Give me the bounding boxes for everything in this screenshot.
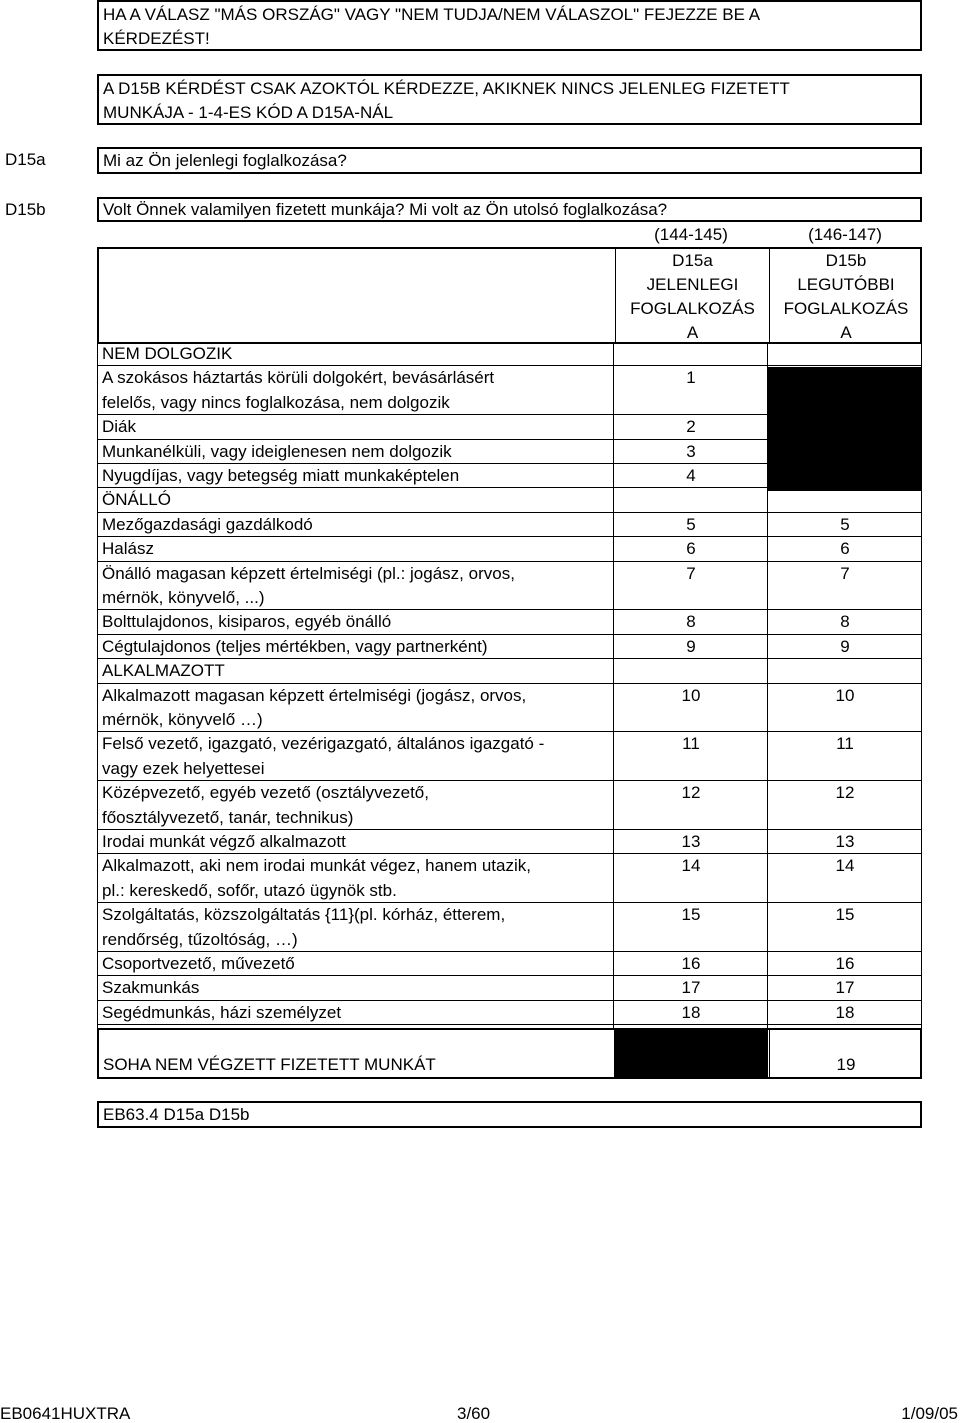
instruction-box-2 [97, 74, 922, 125]
row-label: rendőrség, tűzoltóság, …) [102, 929, 298, 949]
question-code-d15b: D15b [5, 200, 46, 219]
question-box-d15a [97, 147, 922, 174]
row-label: Cégtulajdonos (teljes mértékben, vagy partnerként) [102, 636, 488, 656]
question-code-d15a: D15a [5, 150, 46, 169]
code-d15b: 12 [835, 783, 855, 803]
column-range-b: (146-147) [808, 225, 882, 244]
row-label: Halász [102, 539, 154, 559]
code-d15a: 10 [681, 685, 701, 705]
column-line3-a: A [686, 323, 699, 342]
question-text: Volt Önnek valamilyen fizetett munkája? Mi volt az Ön utolsó foglalkozása? [103, 200, 668, 219]
code-d15a: 18 [681, 1002, 701, 1022]
instruction-line: KÉRDEZÉST! [103, 29, 210, 48]
instruction-box-1 [97, 0, 922, 51]
instruction-line: MUNKÁJA - 1-4-ES KÓD A D15A-NÁL [103, 103, 394, 122]
row-label: pl.: kereskedő, sofőr, utazó ügynök stb. [102, 880, 397, 900]
code-d15b: 7 [840, 563, 850, 583]
row-label: ÖNÁLLÓ [102, 490, 171, 510]
footer-center: 3/60 [457, 1404, 491, 1423]
table-row [97, 342, 922, 366]
table-row [97, 781, 922, 830]
table-row [97, 952, 922, 976]
table-row [97, 440, 922, 464]
row-label: mérnök, könyvelő, ...) [102, 587, 265, 607]
table-row [97, 635, 922, 659]
answer-grid [97, 342, 922, 1092]
table-row [97, 513, 922, 537]
table-row [97, 830, 922, 854]
row-label: A szokásos háztartás körüli dolgokért, bevásárlásért [102, 368, 495, 388]
code-d15b: 9 [840, 636, 850, 656]
code-d15a: 12 [681, 783, 701, 803]
column-line1-b: LEGUTÓBBI [797, 275, 895, 294]
row-label: Bolttulajdonos, kisiparos, egyéb önálló [102, 612, 392, 632]
code-d15a: 1 [686, 368, 696, 388]
row-label: Szakmunkás [102, 978, 200, 998]
row-label: ALKALMAZOTT [102, 661, 225, 681]
table-row [97, 903, 922, 952]
code-d15b: 11 [836, 734, 854, 754]
code-d15a: 16 [681, 954, 701, 973]
table-row [97, 366, 922, 415]
table-row [97, 488, 922, 512]
column-code-b: D15b [825, 251, 867, 270]
code-d15a: 2 [686, 417, 696, 437]
code-d15b: 15 [835, 905, 855, 925]
code-d15a: 3 [686, 441, 696, 461]
column-line3-b: A [840, 323, 852, 342]
row-label: NEM DOLGOZIK [102, 344, 233, 363]
row-label: főosztályvezető, tanár, technikus) [102, 807, 354, 827]
row-label: Önálló magasan képzett értelmiségi (pl.: jogász, orvos, [102, 563, 515, 583]
code-d15b: 14 [835, 856, 855, 876]
code-d15a: 5 [686, 514, 696, 534]
row-label: Irodai munkát végző alkalmazott [102, 832, 346, 851]
row-label: Mezőgazdasági gazdálkodó [102, 514, 313, 534]
source-box [97, 1101, 922, 1128]
footer-left: EB0641HUXTRA [0, 1404, 131, 1423]
table-row [97, 976, 922, 1000]
table-row [97, 610, 922, 634]
code-d15b: 13 [835, 832, 855, 851]
column-code-a: D15a [672, 251, 713, 270]
code-d15b: 5 [840, 514, 850, 534]
row-label: vagy ezek helyettesei [102, 758, 265, 778]
table-row [97, 537, 922, 561]
row-label: Felső vezető, igazgató, vezérigazgató, általános igazgató - [102, 734, 545, 754]
code-d15b: 10 [835, 685, 855, 705]
row-label: Diák [102, 417, 137, 437]
row-label: Nyugdíjas, vagy betegség miatt munkaképtelen [102, 466, 460, 485]
code-d15a: 4 [686, 466, 696, 485]
row-label: Segédmunkás, házi személyzet [102, 1002, 342, 1022]
column-header-box [97, 247, 922, 344]
column-line1-a: JELENLEGI [646, 275, 739, 294]
row-label: Szolgáltatás, közszolgáltatás {11}(pl. kórház, étterem, [102, 905, 506, 925]
table-row [97, 562, 922, 611]
code-d15b: 16 [835, 954, 855, 973]
row-label: felelős, vagy nincs foglalkozása, nem dolgozik [102, 392, 450, 412]
row-label: Munkanélküli, vagy ideiglenesen nem dolgozik [102, 441, 452, 461]
never-worked-row [97, 1028, 922, 1079]
code-d15b: 6 [840, 539, 850, 559]
row-label: Alkalmazott magasan képzett értelmiségi (jogász, orvos, [102, 685, 527, 705]
code-d15b: 8 [840, 612, 850, 632]
column-line2-b: FOGLALKOZÁS [783, 299, 909, 318]
code-d15a: 13 [681, 832, 701, 851]
table-row [97, 732, 922, 781]
row-label: Középvezető, egyéb vezető (osztályvezető, [102, 783, 429, 803]
row-label: Alkalmazott, aki nem irodai munkát végez, hanem utazik, [102, 856, 531, 876]
code-d15a: 9 [686, 636, 696, 656]
footer-right: 1/09/05 [901, 1404, 958, 1423]
table-row [97, 684, 922, 733]
question-text: Mi az Ön jelenlegi foglalkozása? [103, 151, 347, 170]
shaded-cell-d15a [614, 1030, 768, 1077]
column-range-a: (144-145) [654, 225, 728, 244]
table-row [97, 464, 922, 488]
column-line2-a: FOGLALKOZÁS [630, 299, 755, 318]
code-d15a: 7 [686, 563, 696, 583]
table-row [97, 659, 922, 683]
row-label: Csoportvezető, művezető [102, 954, 295, 973]
code-d15b: 17 [835, 978, 855, 998]
table-row [97, 1001, 922, 1025]
row-label: mérnök, könyvelő …) [102, 709, 263, 729]
code-d15a: 6 [686, 539, 696, 559]
question-box-d15b [97, 197, 922, 222]
code-d15a: 15 [681, 905, 701, 925]
instruction-line: A D15B KÉRDÉST CSAK AZOKTÓL KÉRDEZZE, AKIKNEK NINCS JELENLEG FIZETETT [103, 79, 790, 98]
code-d15a: 11 [682, 734, 700, 754]
code-d15a: 14 [681, 856, 701, 876]
table-row [97, 854, 922, 903]
table-row [97, 415, 922, 439]
code-d15a: 17 [681, 978, 701, 998]
never-worked-label: SOHA NEM VÉGZETT FIZETETT MUNKÁT [103, 1055, 436, 1074]
never-worked-code-b: 19 [836, 1055, 856, 1074]
code-d15a: 8 [686, 612, 696, 632]
instruction-line: HA A VÁLASZ "MÁS ORSZÁG" VAGY "NEM TUDJA/NEM VÁLASZOL" FEJEZZE BE A [103, 5, 761, 24]
code-d15b: 18 [835, 1002, 855, 1022]
source-label: EB63.4 D15a D15b [103, 1105, 250, 1124]
